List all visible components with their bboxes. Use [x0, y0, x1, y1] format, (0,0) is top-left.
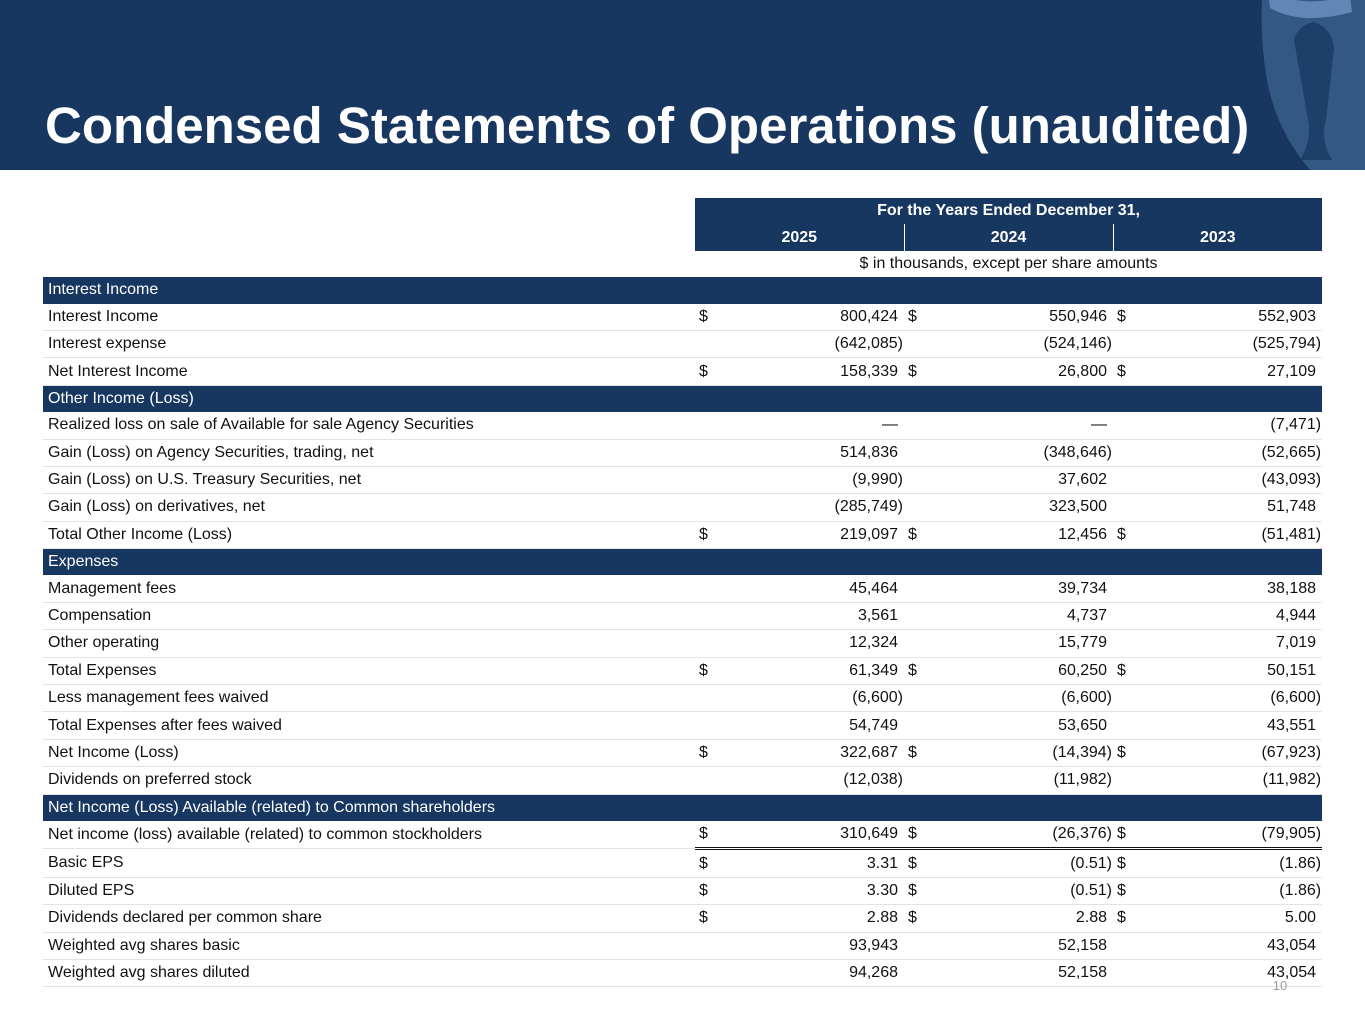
dollar-sign — [695, 575, 717, 602]
dollar-sign — [695, 630, 717, 657]
dollar-sign — [1113, 412, 1135, 439]
value-cell: 93,943 — [717, 932, 904, 959]
dollar-sign — [904, 412, 926, 439]
section-header-row — [43, 794, 1322, 821]
table-row — [43, 575, 1322, 602]
year-header-row — [43, 224, 1322, 250]
units-row — [43, 251, 1322, 277]
dollar-sign — [695, 439, 717, 466]
units-spacer — [43, 251, 695, 277]
row-label: Realized loss on sale of Available for sale Agency Securities — [43, 412, 695, 439]
dollar-sign: $ — [695, 877, 717, 904]
value-cell: 3,561 — [717, 602, 904, 629]
units-caption: $ in thousands, except per share amounts — [859, 254, 1158, 272]
value-cell: 4,737 — [926, 602, 1113, 629]
row-label: Total Expenses — [43, 657, 695, 684]
value-cell: 43,054 — [1135, 932, 1322, 959]
dollar-sign — [1113, 932, 1135, 959]
row-label: Gain (Loss) on U.S. Treasury Securities, net — [43, 466, 695, 493]
year-header-2025: 2025 — [695, 224, 904, 250]
value-cell: (26,376) — [926, 821, 1113, 849]
dollar-sign — [695, 712, 717, 739]
value-cell: 5.00 — [1135, 905, 1322, 932]
shield-logo-icon — [1240, 0, 1365, 170]
page-title: Condensed Statements of Operations (unaudited) — [45, 97, 1250, 154]
dollar-sign — [1113, 466, 1135, 493]
dollar-sign — [904, 494, 926, 521]
dollar-sign — [695, 330, 717, 357]
value-cell: 39,734 — [926, 575, 1113, 602]
dollar-sign — [695, 932, 717, 959]
value-cell: 61,349 — [717, 657, 904, 684]
value-cell: 38,188 — [1135, 575, 1322, 602]
value-cell: 310,649 — [717, 821, 904, 849]
table-row — [43, 494, 1322, 521]
dollar-sign: $ — [1113, 739, 1135, 766]
value-cell: (524,146) — [926, 330, 1113, 357]
dollar-sign — [904, 575, 926, 602]
value-cell: 27,109 — [1135, 358, 1322, 385]
table-row — [43, 821, 1322, 849]
table-row — [43, 358, 1322, 385]
value-cell: (67,923) — [1135, 739, 1322, 766]
dollar-sign: $ — [1113, 877, 1135, 904]
row-label: Basic EPS — [43, 849, 695, 877]
row-label: Net Income (Loss) — [43, 739, 695, 766]
value-cell: (79,905) — [1135, 821, 1322, 849]
table-row — [43, 439, 1322, 466]
period-header: For the Years Ended December 31, — [695, 198, 1322, 224]
table-row — [43, 959, 1322, 986]
value-cell: 3.31 — [717, 849, 904, 877]
dollar-sign — [904, 959, 926, 986]
value-cell: (1.86) — [1135, 877, 1322, 904]
value-cell: (6,600) — [717, 685, 904, 712]
dollar-sign: $ — [695, 849, 717, 877]
table-row — [43, 602, 1322, 629]
header-spacer — [43, 224, 695, 250]
dollar-sign: $ — [904, 877, 926, 904]
dollar-sign: $ — [695, 304, 717, 331]
value-cell: 514,836 — [717, 439, 904, 466]
row-label: Gain (Loss) on derivatives, net — [43, 494, 695, 521]
row-label: Interest expense — [43, 330, 695, 357]
table-row — [43, 685, 1322, 712]
dollar-sign: $ — [1113, 657, 1135, 684]
table-row — [43, 739, 1322, 766]
dollar-sign: $ — [1113, 821, 1135, 849]
value-cell: (7,471) — [1135, 412, 1322, 439]
value-cell: 50,151 — [1135, 657, 1322, 684]
value-cell: 45,464 — [717, 575, 904, 602]
dollar-sign — [1113, 767, 1135, 794]
value-cell: 4,944 — [1135, 602, 1322, 629]
dollar-sign — [695, 767, 717, 794]
row-label: Gain (Loss) on Agency Securities, trading, net — [43, 439, 695, 466]
dollar-sign — [904, 685, 926, 712]
dollar-sign — [904, 602, 926, 629]
row-label: Management fees — [43, 575, 695, 602]
value-cell: 323,500 — [926, 494, 1113, 521]
value-cell: (51,481) — [1135, 521, 1322, 548]
value-cell: (285,749) — [717, 494, 904, 521]
value-cell: 158,339 — [717, 358, 904, 385]
dollar-sign — [904, 712, 926, 739]
dollar-sign: $ — [904, 304, 926, 331]
value-cell: 94,268 — [717, 959, 904, 986]
year-header-2024: 2024 — [904, 224, 1113, 250]
value-cell: 3.30 — [717, 877, 904, 904]
dollar-sign — [904, 330, 926, 357]
dollar-sign — [904, 767, 926, 794]
section-header-row — [43, 277, 1322, 303]
dollar-sign: $ — [1113, 521, 1135, 548]
value-cell: 26,800 — [926, 358, 1113, 385]
value-cell: (0.51) — [926, 877, 1113, 904]
value-cell: — — [717, 412, 904, 439]
dollar-sign — [695, 494, 717, 521]
dollar-sign: $ — [695, 358, 717, 385]
value-cell: — — [926, 412, 1113, 439]
value-cell: 43,551 — [1135, 712, 1322, 739]
value-cell: (14,394) — [926, 739, 1113, 766]
dollar-sign — [904, 932, 926, 959]
table-row — [43, 304, 1322, 331]
value-cell: 219,097 — [717, 521, 904, 548]
dollar-sign: $ — [1113, 849, 1135, 877]
dollar-sign: $ — [695, 739, 717, 766]
value-cell: 2.88 — [717, 905, 904, 932]
value-cell: 54,749 — [717, 712, 904, 739]
value-cell: (0.51) — [926, 849, 1113, 877]
value-cell: (43,093) — [1135, 466, 1322, 493]
value-cell: 60,250 — [926, 657, 1113, 684]
value-cell: 800,424 — [717, 304, 904, 331]
value-cell: 53,650 — [926, 712, 1113, 739]
statements-table — [43, 198, 1322, 987]
dollar-sign: $ — [904, 849, 926, 877]
value-cell: (11,982) — [926, 767, 1113, 794]
dollar-sign — [1113, 712, 1135, 739]
section-header-row — [43, 549, 1322, 576]
dollar-sign — [904, 439, 926, 466]
dollar-sign: $ — [695, 821, 717, 849]
value-cell: 2.88 — [926, 905, 1113, 932]
dollar-sign — [1113, 602, 1135, 629]
dollar-sign: $ — [904, 358, 926, 385]
row-label: Interest Income — [43, 304, 695, 331]
dollar-sign — [695, 602, 717, 629]
value-cell: 7,019 — [1135, 630, 1322, 657]
section-label: Expenses — [43, 549, 1322, 576]
dollar-sign: $ — [1113, 304, 1135, 331]
value-cell: (52,665) — [1135, 439, 1322, 466]
table-row — [43, 877, 1322, 904]
value-cell: (9,990) — [717, 466, 904, 493]
section-header-row — [43, 385, 1322, 412]
dollar-sign — [1113, 575, 1135, 602]
dollar-sign: $ — [1113, 358, 1135, 385]
period-header-row — [43, 198, 1322, 224]
table-row — [43, 630, 1322, 657]
table-row — [43, 932, 1322, 959]
dollar-sign — [1113, 494, 1135, 521]
row-label: Other operating — [43, 630, 695, 657]
page-number: 10 — [1272, 978, 1288, 993]
value-cell: 322,687 — [717, 739, 904, 766]
table-row — [43, 330, 1322, 357]
row-label: Net income (loss) available (related) to common stockholders — [43, 821, 695, 849]
table-row — [43, 466, 1322, 493]
dollar-sign — [1113, 959, 1135, 986]
table-row — [43, 412, 1322, 439]
value-cell: 552,903 — [1135, 304, 1322, 331]
dollar-sign: $ — [904, 739, 926, 766]
row-label: Dividends on preferred stock — [43, 767, 695, 794]
dollar-sign — [1113, 630, 1135, 657]
year-header-2023: 2023 — [1113, 224, 1322, 250]
dollar-sign: $ — [695, 657, 717, 684]
value-cell: (525,794) — [1135, 330, 1322, 357]
section-label: Interest Income — [43, 277, 1322, 303]
value-cell: 52,158 — [926, 959, 1113, 986]
title-banner — [0, 0, 1365, 170]
table-row — [43, 767, 1322, 794]
dollar-sign: $ — [1113, 905, 1135, 932]
row-label: Diluted EPS — [43, 877, 695, 904]
dollar-sign — [695, 466, 717, 493]
row-label: Total Other Income (Loss) — [43, 521, 695, 548]
value-cell: (12,038) — [717, 767, 904, 794]
dollar-sign: $ — [904, 905, 926, 932]
value-cell: 51,748 — [1135, 494, 1322, 521]
dollar-sign — [1113, 330, 1135, 357]
dollar-sign — [904, 466, 926, 493]
row-label: Net Interest Income — [43, 358, 695, 385]
row-label: Weighted avg shares diluted — [43, 959, 695, 986]
table-row — [43, 905, 1322, 932]
value-cell: (1.86) — [1135, 849, 1322, 877]
table-row — [43, 849, 1322, 877]
section-label: Net Income (Loss) Available (related) to Common shareholders — [43, 794, 1322, 821]
dollar-sign — [1113, 439, 1135, 466]
value-cell: 12,324 — [717, 630, 904, 657]
dollar-sign — [904, 630, 926, 657]
table-row — [43, 657, 1322, 684]
row-label: Dividends declared per common share — [43, 905, 695, 932]
dollar-sign: $ — [695, 521, 717, 548]
dollar-sign — [1113, 685, 1135, 712]
row-label: Compensation — [43, 602, 695, 629]
dollar-sign — [695, 412, 717, 439]
value-cell: (6,600) — [1135, 685, 1322, 712]
value-cell: (11,982) — [1135, 767, 1322, 794]
row-label: Weighted avg shares basic — [43, 932, 695, 959]
value-cell: (6,600) — [926, 685, 1113, 712]
header-spacer — [43, 198, 695, 224]
value-cell: 37,602 — [926, 466, 1113, 493]
value-cell: 52,158 — [926, 932, 1113, 959]
row-label: Total Expenses after fees waived — [43, 712, 695, 739]
dollar-sign: $ — [904, 821, 926, 849]
value-cell: 12,456 — [926, 521, 1113, 548]
dollar-sign — [695, 959, 717, 986]
dollar-sign: $ — [904, 521, 926, 548]
dollar-sign: $ — [695, 905, 717, 932]
table-row — [43, 712, 1322, 739]
value-cell: 550,946 — [926, 304, 1113, 331]
value-cell: (642,085) — [717, 330, 904, 357]
section-label: Other Income (Loss) — [43, 385, 1322, 412]
dollar-sign — [695, 685, 717, 712]
value-cell: 43,054 — [1135, 959, 1322, 986]
value-cell: 15,779 — [926, 630, 1113, 657]
value-cell: (348,646) — [926, 439, 1113, 466]
table-row — [43, 521, 1322, 548]
dollar-sign: $ — [904, 657, 926, 684]
row-label: Less management fees waived — [43, 685, 695, 712]
